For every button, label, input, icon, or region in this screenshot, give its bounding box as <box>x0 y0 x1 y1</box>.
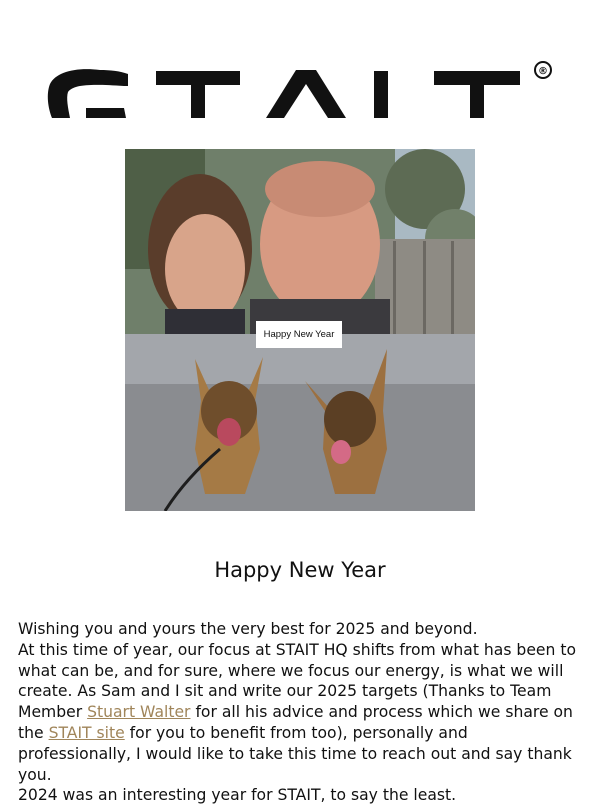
hero-caption: Happy New Year <box>256 321 342 348</box>
paragraph-focus-part3: for you to benefit from too), personally and professionally, I would like to take this time to reach out and say thank you. <box>18 723 572 784</box>
stait-logo[interactable] <box>46 58 558 122</box>
stuart-walter-link[interactable]: Stuart Walter <box>87 703 191 722</box>
paragraph-wishes: Wishing you and yours the very best for 2025 and beyond. <box>18 620 478 638</box>
paragraph-2024: 2024 was an interesting year for STAIT, to say the least. <box>18 786 457 805</box>
registered-mark: ® <box>538 66 548 77</box>
email-body <box>18 619 584 806</box>
paragraph-focus-part1: At this time of year, our focus at STAIT HQ shifts from what has been to what can be, and for sure, where we focus our energy, is what we will create. As Sam and I sit and write our 2025 targets (Thanks to Team Member <box>18 640 577 722</box>
hero-image[interactable] <box>125 149 475 511</box>
paragraph-focus <box>18 640 584 786</box>
paragraph-focus-part2: for all his advice and process which we share on the <box>18 703 573 742</box>
stait-site-link[interactable]: STAIT site <box>48 723 125 742</box>
email-heading: Happy New Year <box>214 558 386 582</box>
stait-wordmark <box>46 58 558 122</box>
